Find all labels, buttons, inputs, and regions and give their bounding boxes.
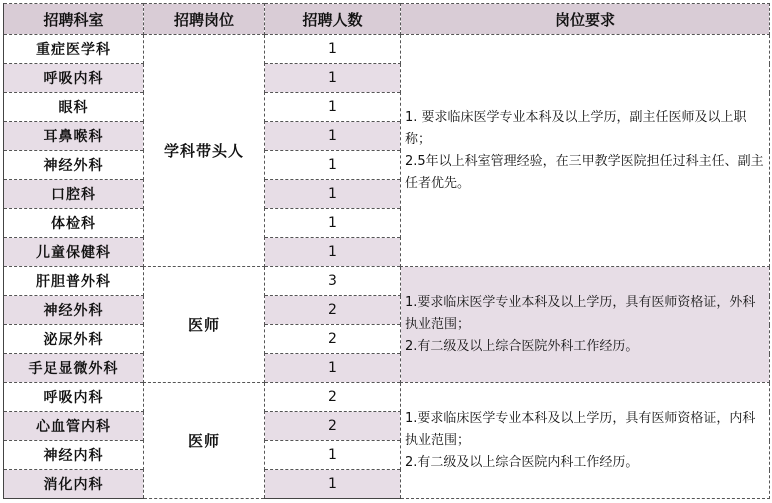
count-cell: 1 — [265, 209, 401, 238]
count-cell: 2 — [265, 296, 401, 325]
dept-cell: 肝胆普外科 — [4, 267, 144, 296]
requirement-line: 1.要求临床医学专业本科及以上学历，具有医师资格证，内科执业范围； — [405, 410, 756, 448]
dept-cell: 呼吸内科 — [4, 383, 144, 412]
dept-cell: 神经外科 — [4, 296, 144, 325]
dept-cell: 呼吸内科 — [4, 64, 144, 93]
dept-cell: 耳鼻喉科 — [4, 122, 144, 151]
count-cell: 2 — [265, 383, 401, 412]
dept-cell: 重症医学科 — [4, 35, 144, 64]
dept-cell: 神经内科 — [4, 441, 144, 470]
count-cell: 1 — [265, 93, 401, 122]
requirement-cell — [401, 35, 770, 267]
count-cell: 1 — [265, 470, 401, 499]
header-dept: 招聘科室 — [4, 4, 144, 35]
table-row — [4, 35, 770, 64]
count-cell: 1 — [265, 122, 401, 151]
position-cell: 医师 — [144, 267, 265, 383]
requirement-cell — [401, 267, 770, 383]
count-cell: 2 — [265, 412, 401, 441]
dept-cell: 泌尿外科 — [4, 325, 144, 354]
dept-cell: 眼科 — [4, 93, 144, 122]
dept-cell: 手足显微外科 — [4, 354, 144, 383]
dept-cell: 心血管内科 — [4, 412, 144, 441]
count-cell: 1 — [265, 238, 401, 267]
count-cell: 1 — [265, 64, 401, 93]
count-cell: 1 — [265, 180, 401, 209]
header-requirement: 岗位要求 — [401, 4, 770, 35]
header-row — [4, 4, 770, 35]
count-cell: 3 — [265, 267, 401, 296]
requirement-line: 1.要求临床医学专业本科及以上学历，具有医师资格证，外科执业范围； — [405, 294, 756, 332]
position-cell: 学科带头人 — [144, 35, 265, 267]
dept-cell: 神经外科 — [4, 151, 144, 180]
requirement-line: 1. 要求临床医学专业本科及以上学历，副主任医师及以上职称； — [405, 109, 747, 147]
position-cell: 医师 — [144, 383, 265, 499]
dept-cell: 体检科 — [4, 209, 144, 238]
count-cell: 1 — [265, 354, 401, 383]
count-cell: 1 — [265, 151, 401, 180]
dept-cell: 消化内科 — [4, 470, 144, 499]
count-cell: 2 — [265, 325, 401, 354]
requirement-line: 2.有二级及以上综合医院内科工作经历。 — [405, 454, 639, 470]
table-row — [4, 267, 770, 296]
count-cell: 1 — [265, 35, 401, 64]
dept-cell: 口腔科 — [4, 180, 144, 209]
dept-cell: 儿童保健科 — [4, 238, 144, 267]
recruitment-table — [3, 3, 770, 499]
requirement-line: 2.有二级及以上综合医院外科工作经历。 — [405, 338, 639, 354]
count-cell: 1 — [265, 441, 401, 470]
header-count: 招聘人数 — [265, 4, 401, 35]
table-row — [4, 383, 770, 412]
header-position: 招聘岗位 — [144, 4, 265, 35]
requirement-cell — [401, 383, 770, 499]
requirement-line: 2.5年以上科室管理经验，在三甲教学医院担任过科主任、副主任者优先。 — [405, 153, 764, 191]
